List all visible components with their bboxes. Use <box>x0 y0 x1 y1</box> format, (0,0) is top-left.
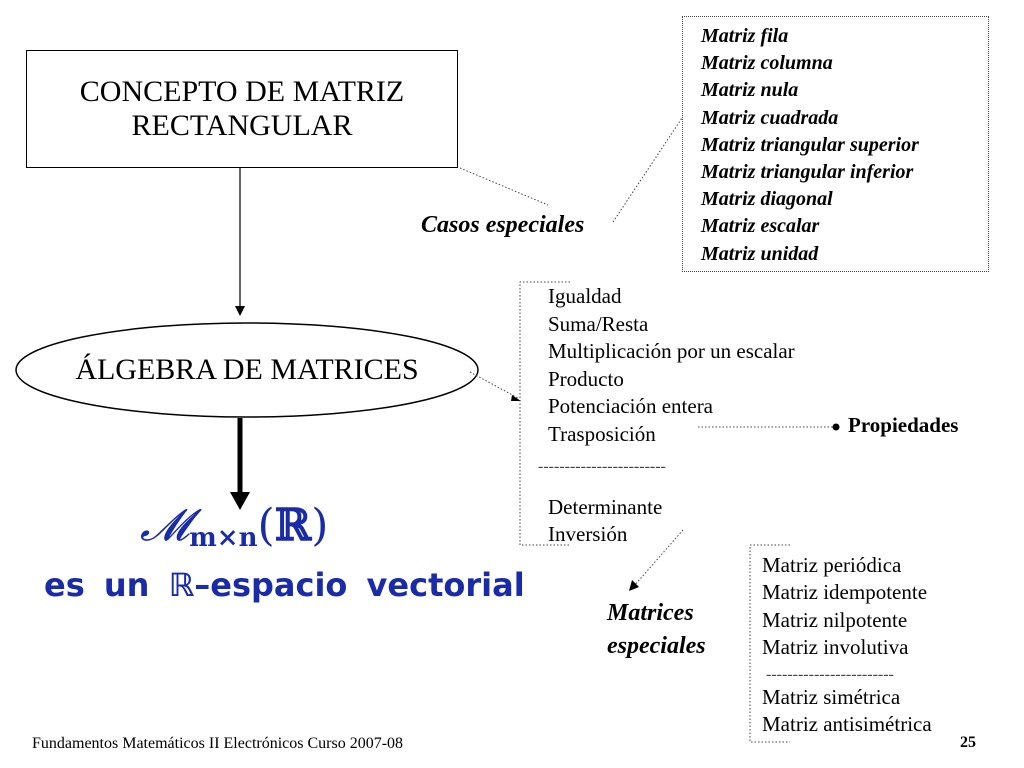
casos-to-list-dotted <box>613 118 682 222</box>
algebra-label: ÁLGEBRA DE MATRICES <box>75 353 419 386</box>
list-item: Matriz triangular inferior <box>701 161 914 184</box>
list-item: Inversión <box>548 522 628 547</box>
list-item: Matriz idempotente <box>762 580 928 605</box>
matrices-especiales-separator: ------------------------ <box>766 666 894 683</box>
concept-title-line2: RECTANGULAR <box>131 109 353 142</box>
casos-dotted-connector <box>460 168 548 205</box>
list-item: Matriz fila <box>701 25 789 47</box>
real-numbers-symbol: ℝ <box>274 500 312 551</box>
casos-especiales-label: Casos especiales <box>421 212 585 238</box>
list-item: Multiplicación por un escalar <box>548 339 795 364</box>
list-item: Matriz diagonal <box>701 188 833 211</box>
list-item: Potenciación entera <box>548 394 714 419</box>
paren-open: ( <box>257 500 275 551</box>
matrix-space-formula <box>140 500 328 551</box>
concept-to-algebra-arrowhead <box>235 306 245 316</box>
list-item: Trasposición <box>548 421 656 446</box>
page-number: 25 <box>960 734 976 751</box>
operations-list <box>548 283 795 549</box>
list-item: Matriz antisimétrica <box>762 712 932 737</box>
matrices-especiales-list <box>762 552 932 738</box>
list-item: Matriz triangular superior <box>701 133 919 156</box>
casos-especiales-list <box>682 16 989 272</box>
list-item: Matriz cuadrada <box>701 106 839 129</box>
list-item: Matriz nilpotente <box>762 607 908 632</box>
script-m-symbol: 𝓜 <box>140 500 190 551</box>
list-item: Matriz involutiva <box>762 635 909 660</box>
operations-separator: ------------------------ <box>538 458 666 475</box>
list-item: Matriz escalar <box>701 215 820 238</box>
matrices-especiales-label <box>607 597 706 663</box>
list-item: Matriz unidad <box>701 242 819 265</box>
concept-title-line1: CONCEPTO DE MATRIZ <box>79 75 405 108</box>
dimension-subscript: m×n <box>189 523 258 553</box>
propiedades-bullet <box>833 424 840 431</box>
list-item: Matriz columna <box>701 52 833 75</box>
list-item: Suma/Resta <box>548 311 649 336</box>
propiedades-label: Propiedades <box>848 413 959 437</box>
list-item: Determinante <box>548 494 663 519</box>
footer-text: Fundamentos Matemáticos II Electrónicos Curso 2007-08 <box>32 735 404 752</box>
list-item: Matriz simétrica <box>762 684 901 709</box>
paren-close: ) <box>311 500 329 551</box>
list-item: Matriz periódica <box>762 553 902 577</box>
list-item: Igualdad <box>548 284 622 308</box>
matrices-especiales-label-line2: especiales <box>607 633 706 659</box>
vector-space-statement: es un ℝ–espacio vectorial <box>44 566 525 604</box>
list-item: Matriz nula <box>701 79 799 102</box>
concept-box <box>26 50 458 168</box>
inversion-to-especiales-arrowhead <box>629 580 639 591</box>
matrices-especiales-label-line1: Matrices <box>607 600 694 626</box>
list-item: Producto <box>548 366 624 391</box>
